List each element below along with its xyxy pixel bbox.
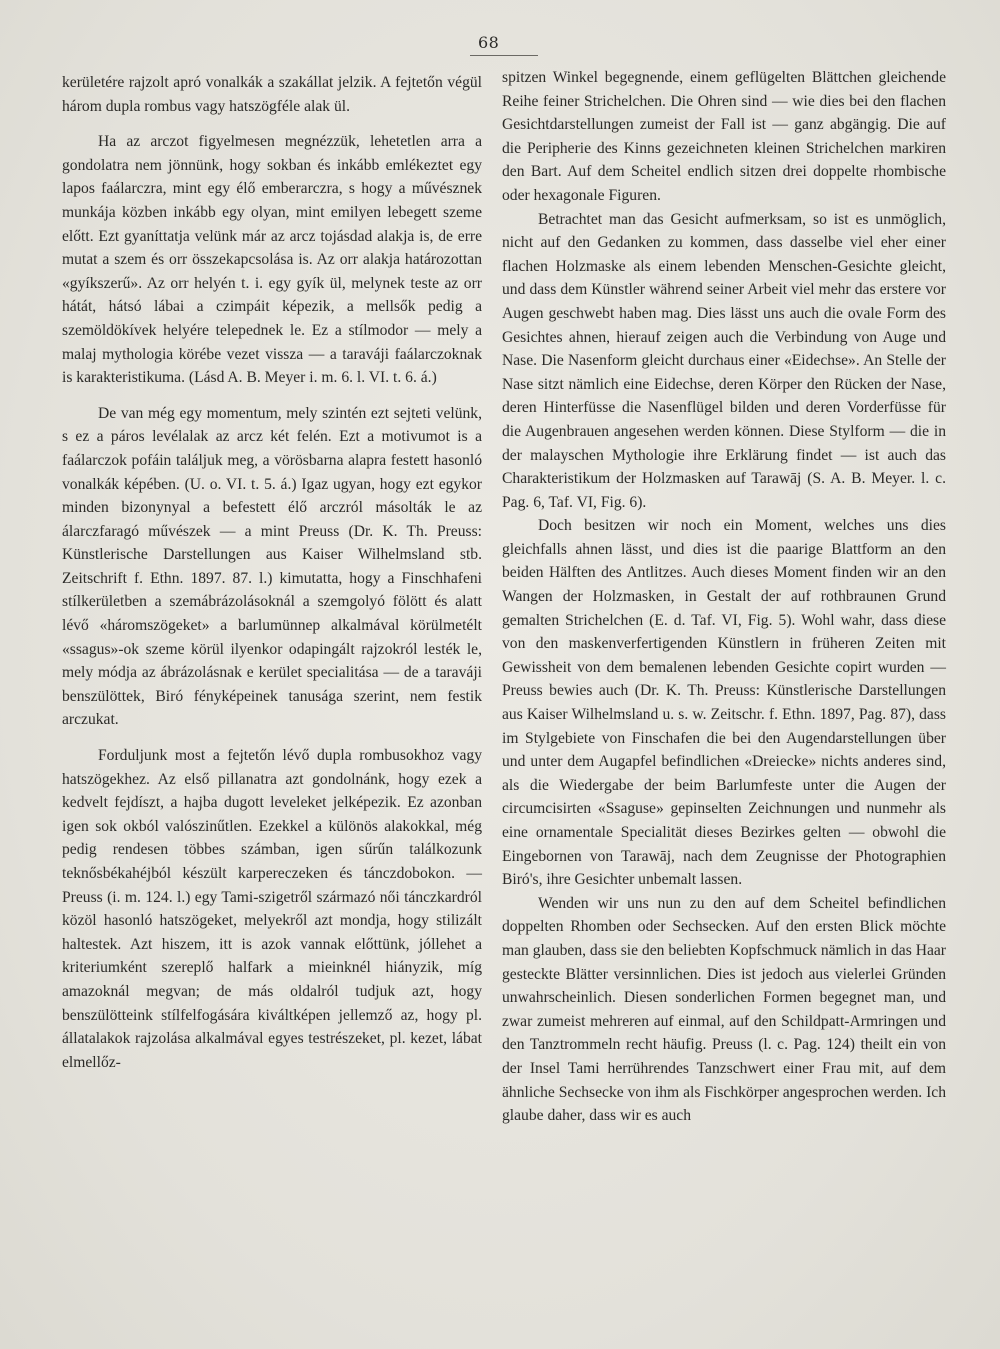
left-paragraph-4: Forduljunk most a fejtetőn lévő dupla rombusokhoz vagy hatszögekhez. Az első pillanatra azt gondolnánk, hogy ezek a kedvelt fejdíszt, a hajba dugott leveleket jelképezik. Ez azonban igen sok okból valószinűtlen. Ezekkel a különös alakokkal, még pedig rendesen többes számban, igen sűrűn találkozunk teknősbékahéjból készült karpereczeken és tánczdobokon. — Preuss (i. m. 124. l.) egy Tami-szigetről származó női tánczkardról közöl hasonló hatszögeket, melyekről azt mondja, hogy stilizált haltestek. Azt hiszem, itt is azok vannak előttünk, jóllehet a kriteriumként szereplő halfark a mieinknél hiányzik, míg amazoknál megvan; de más oldalról tudjuk azt, hogy benszülötteink stílfelfogására kiváltképen jellemző az, hogy pl. állatalakok rajzolása alkalmával egyes testrészeket, pl. kezet, lábat elmellőz- [62,747,482,1071]
left-column-hungarian [62,71,482,1074]
right-paragraph-1: spitzen Winkel begegnende, einem geflügelten Blättchen gleichende Reihe feiner Strichelchen. Die Ohren sind — wie dies bei den flachen Gesichtdarstellungen zumeist der Fall ist — ganz abgängig. Die auf die Peripherie des Kinns gezeichneten kleinen Strichelchen markiren den Bart. Auf dem Scheitel endlich sitzen drei doppelte rhombische oder hexagonale Figuren. [502,69,946,204]
right-paragraph-3: Doch besitzen wir noch ein Moment, welches uns dies gleichfalls ahnen lässt, und dies ist die paarige Blattform an den beiden Hälften des Antlitzes. Auch dieses Moment finden wir an den Wangen der Holzmasken, in Gestalt der auf rothbraunen Grund gemalten Strichelchen (E. d. Taf. VI, Fig. 5). Wohl wahr, dass diese von den maskenverfertigenden Künstlern in früheren Zeiten mit Gewissheit von dem bemalenen lebenden Gesichte copirt wurden — Preuss bewies auch (Dr. K. Th. Preuss: Künstlerische Darstellungen aus Kaiser Wilhelmsland u. s. w. Zeitschr. f. Ethn. 1897, Pag. 87), dass im Stylgebiete von Finschafen die bei den Augendarstellungen über und unter dem Augapfel befindlichen «Dreiecke» nichts anderes sind, als die Wiedergabe der beim Barlumfeste unter die Augen der circumcisirten «Ssaguse» gepinselten Zeichnungen und nunmehr als eine ornamentale Specialität dieses Bezirkes gelten — obwohl die Eingebornen von Tarawāj, nach dem Zeugnisse der Photographien Biró's, ihre Gesichter unbemalt lassen. [502,517,946,889]
left-paragraph-1: kerületére rajzolt apró vonalkák a szakállat jelzik. A fejtetőn végül három dupla rombus vagy hatszögféle alak ül. [62,74,482,115]
right-paragraph-2: Betrachtet man das Gesicht aufmerksam, so ist es unmöglich, nicht auf den Gedanken zu kommen, dass dasselbe viel eher einer flachen Holzmaske als einem lebenden Menschen-Gesichte gleicht, und dass dem Künstler während seiner Arbeit viel mehr das erstere vor Augen geschwebt haben mag. Dies lässt uns auch die ovale Form des Gesichtes ahnen, hierauf zeigen auch die Verbindung von Auge und Nase. Die Nasenform gleicht durchaus einer «Eidechse». An Stelle der Nase sitzt nämlich eine Eidechse, deren Körper den Rücken der Nase, deren Hinterfüsse die Nasenflügel bilden und deren Vorderfüsse für die Augenbrauen angesehen werden können. Diese Stylform — die in der malayschen Mythologie ihre Erklärung findet — ist auch das Charakteristikum der Holzmasken auf Tarawāj (S. A. B. Meyer. l. c. Pag. 6, Taf. VI, Fig. 6). [502,210,946,511]
page-number-rule [470,55,538,56]
left-paragraph-2: Ha az arczot figyelmesen megnézzük, lehetetlen arra a gondolatra nem jönnünk, hogy sokban és inkább emlékeztet egy lapos faálarczra, mint egy élő emberarczra, s hogy a művésznek munkája közben inkább egy olyan, mint emilyen lebegett szeme előtt. Ezt gyaníttatja velünk már az arcz tojásdad alakja is, de erre mutat a szem és orr összekapcsolása is. Az orr alakja határozottan «gyíkszerű». Az orr helyén t. i. egy gyík ül, melynek teste az orr hátát, hátsó lábai a czimpáit képezik, a mellsők pedig a szemöldökívek helyére telepednek le. Ez a stílmodor — mely a malaj mythologia körébe vezet vissza — a taraváji faálarczoknak is karakteristikuma. (Lásd A. B. Meyer i. m. 6. l. VI. t. 6. á.) [62,133,482,387]
right-paragraph-4: Wenden wir uns nun zu den auf dem Scheitel befindlichen doppelten Rhomben oder Sechsecken. Auf den ersten Blick möchte man glauben, dass sie den beliebten Kopfschmuck nämlich in das Haar gesteckte Blätter versinnlichen. Dies ist jedoch aus vielerlei Gründen unwahrscheinlich. Diesen sonderlichen Formen begegnet man, und zwar zumeist mehreren auf einmal, auf den Schildpatt-Armringen und den Tanztrommeln recht häufig. Preuss (l. c. Pag. 124) theilt ein von der Insel Tami herrührendes Tanzschwert einer Frau mit, auf dem ähnliche Sechsecke von ihm als Fischkörper angesprochen werden. Ich glaube daher, dass wir es auch [502,894,946,1125]
left-paragraph-3: De van még egy momentum, mely szintén ezt sejteti velünk, s ez a páros levélalak az arcz két felén. Ezt a motivumot is a faálarczok pofáin találjuk meg, a vörösbarna alapra festett hasonló vonalkák képében. (U. o. VI. t. 5. á.) Igaz ugyan, hogy ezt egykor minden bizonynyal a befestett élő arczról másolták le az álarczfaragó művészek — a mint Preuss (Dr. K. Th. Preuss: Künstlerische Darstellungen aus Kaiser Wilhelmsland stb. Zeitschrift f. Ethn. 1897. 87. l.) kimutatta, hogy a Finschhafeni stílkerületben a szemábrázolásoknál a szemgolyó fölött és alatt lévő «háromszögeket» a barlumünnep alkalmával körülmetélt «ssagus»-ok szeme körül ilyenkor odapingált rajzokról lesték le, mely módja az ábrázolásnak e kerület specialitása — de a taraváji benszülöttek, Biró fényképeinek tanusága szerint, nem festik arczukat. [62,404,482,729]
right-column-german [502,66,946,1128]
page-number: 68 [478,33,500,52]
